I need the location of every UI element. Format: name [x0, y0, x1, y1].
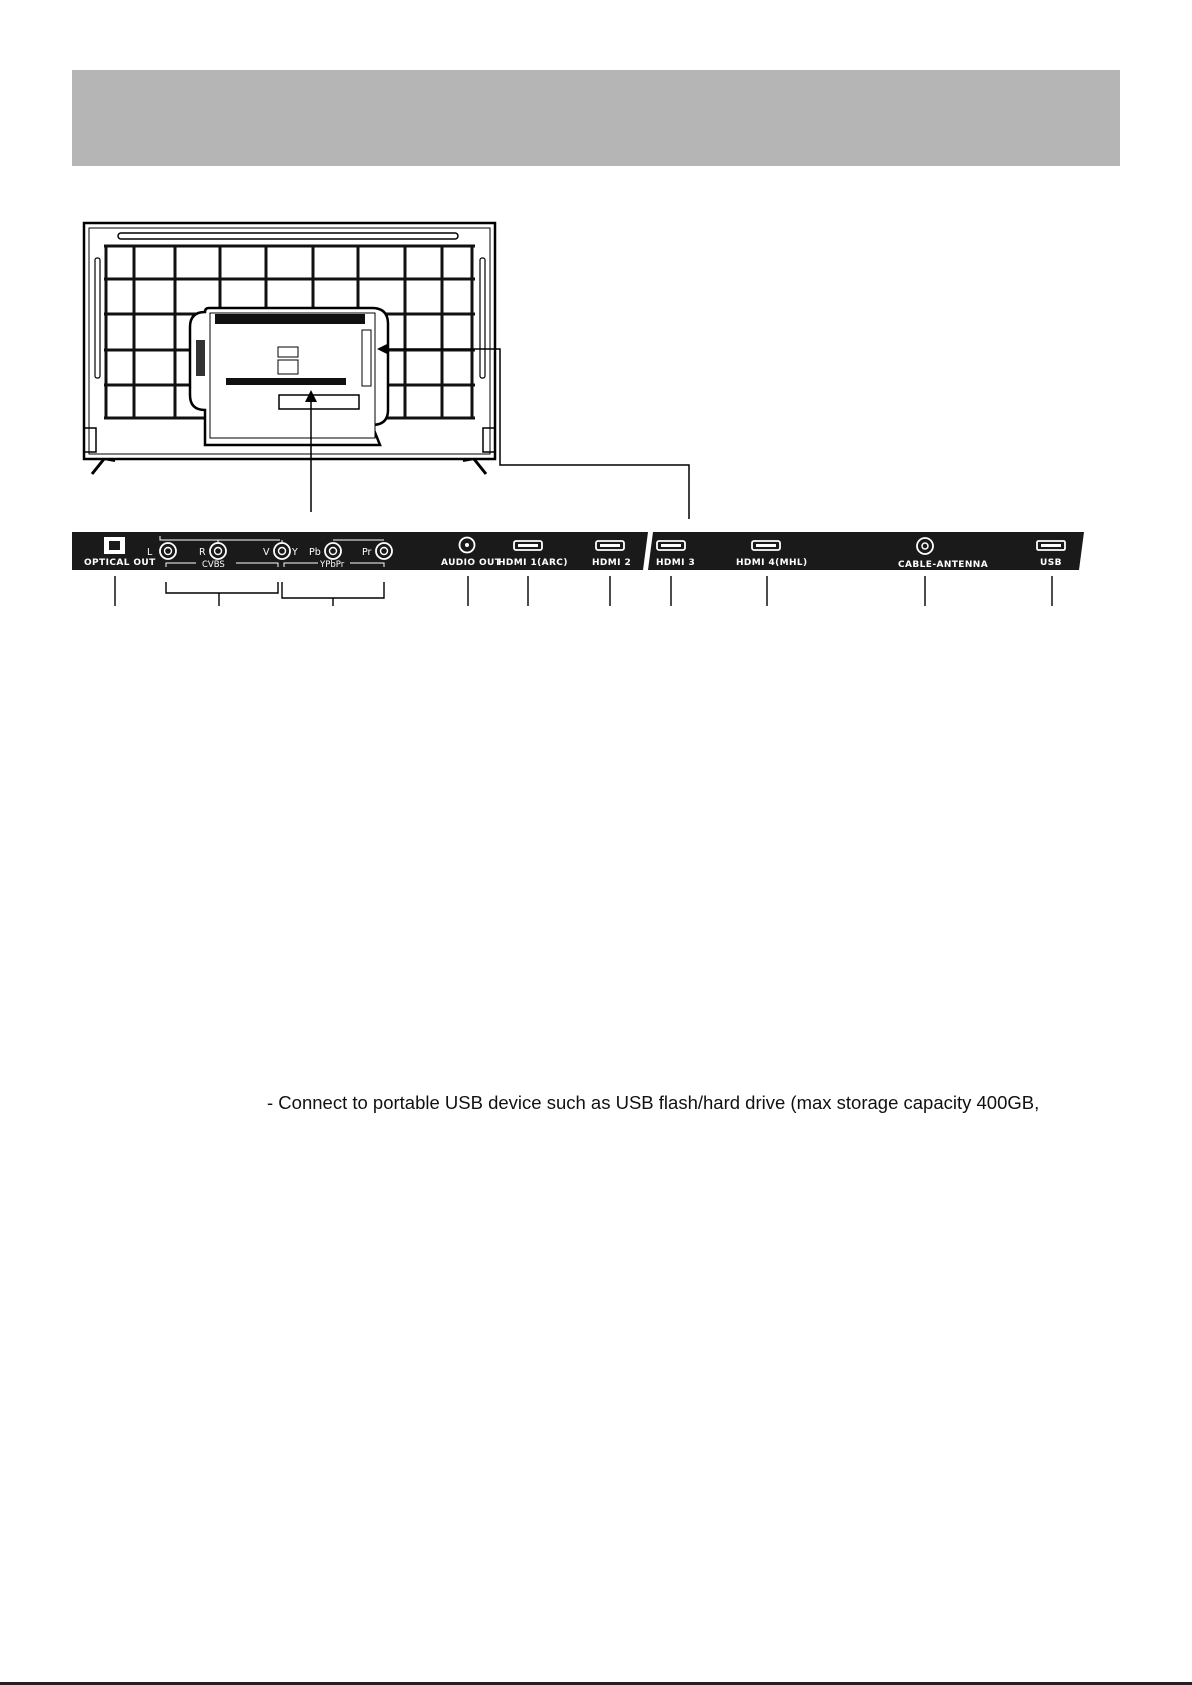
hdmi4-label: HDMI 4(MHL) [736, 558, 808, 568]
tv-rear-illustration [84, 223, 689, 519]
callout-leader-lines [115, 576, 1052, 606]
audio-out-label: AUDIO OUT [441, 558, 502, 568]
usb-description-text: - Connect to portable USB device such as USB flash/hard drive (max storage capacity 400GB, [267, 1092, 1040, 1113]
ypbpr-pb-label: Pb [309, 547, 321, 558]
usb-label: USB [1040, 558, 1062, 568]
hdmi3-label: HDMI 3 [656, 558, 696, 568]
connector-panel-right [648, 532, 1084, 570]
cvbs-l-label: L [147, 547, 153, 558]
cvbs-group-label: CVBS [202, 560, 225, 570]
ypbpr-y-label: Y [292, 547, 298, 558]
tv-rear-connection-diagram [0, 0, 1192, 640]
ypbpr-group-label: YPbPr [320, 560, 345, 570]
ypbpr-pr-label: Pr [362, 547, 372, 558]
optical-out-label: OPTICAL OUT [84, 558, 156, 568]
hdmi2-label: HDMI 2 [592, 558, 632, 568]
cvbs-v-label: V [263, 547, 270, 558]
hdmi1-label: HDMI 1(ARC) [498, 558, 568, 568]
connector-panel-left [72, 532, 648, 570]
cable-antenna-label: CABLE-ANTENNA [898, 560, 989, 570]
cvbs-r-label: R [199, 547, 206, 558]
